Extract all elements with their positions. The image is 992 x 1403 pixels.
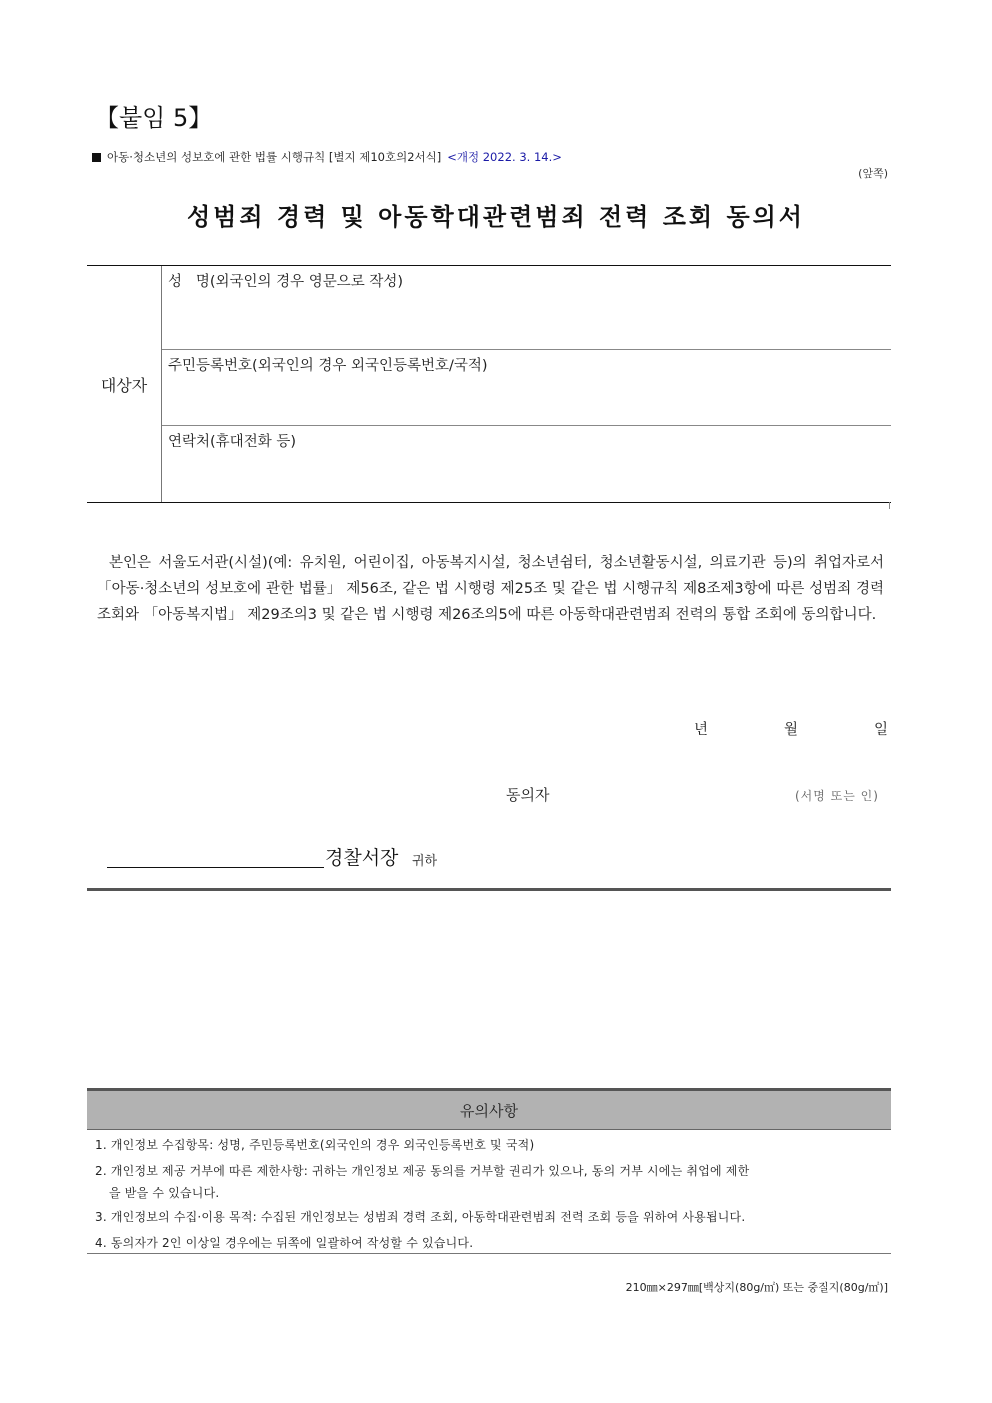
name-field-value[interactable]: [168, 291, 891, 331]
law-reference-line: [92, 149, 562, 165]
subject-table: [87, 265, 891, 503]
attachment-title: 【붙임 5】: [95, 104, 213, 132]
notes-list: [95, 1134, 890, 1254]
signature-hint: (서명 또는 인): [795, 789, 879, 803]
resident-number-field-label: 주민등록번호(외국인의 경우 외국인등록번호/국적): [168, 358, 488, 374]
note-item: [95, 1160, 890, 1204]
paper-spec: 210㎜×297㎜[백상지(80g/㎡) 또는 중질지(80g/㎡)]: [625, 1281, 888, 1294]
law-reference: 아동·청소년의 성보호에 관한 법률 시행규칙 [별지 제10호의2서식]: [107, 150, 442, 164]
resident-number-field[interactable]: [162, 350, 891, 426]
name-field-label: 성 명(외국인의 경우 영문으로 작성): [168, 274, 404, 290]
contact-field[interactable]: [162, 426, 891, 504]
subject-row-label: 대상자: [87, 266, 162, 502]
page-side-label: (앞쪽): [858, 167, 888, 180]
resident-number-field-value[interactable]: [168, 375, 891, 415]
consenter-label: 동의자: [506, 786, 550, 804]
date-year-label: 년: [694, 722, 709, 738]
note-item-text: 2. 개인정보 제공 거부에 따른 제한사항: 귀하는 개인정보 제공 동의를 거부할 권리가 있으나, 동의 거부 시에는 취업에 제한: [95, 1164, 750, 1178]
police-station-blank[interactable]: [107, 867, 324, 868]
note-item: 1. 개인정보 수집항목: 성명, 주민등록번호(외국인의 경우 외국인등록번호 및 국적): [95, 1138, 535, 1152]
note-item-continuation: 을 받을 수 있습니다.: [109, 1186, 220, 1200]
consent-statement: 본인은 서울도서관(시설)(예: 유치원, 어린이집, 아동복지시설, 청소년쉼터, 청소년활동시설, 의료기관 등)의 취업자로서 「아동·청소년의 성보호에 관한 법률」 제56조, 같은 법 시행령 제25조 및 같은 법 시행규칙 제8조제3항에 따른 성범죄 경력 조회와 「아동복지법」 제29조의3 및 같은 법 시행령 제26조의5에 따른 아동학대관련범죄 전력의 통합 조회에 동의합니다.: [97, 555, 884, 623]
date-month-label: 월: [784, 722, 799, 738]
document-title: 성범죄 경력 및 아동학대관련범죄 전력 조회 동의서: [187, 203, 805, 231]
notes-bottom-rule: [87, 1253, 891, 1254]
table-corner-tick: [889, 502, 890, 509]
note-item: 4. 동의자가 2인 이상일 경우에는 뒤쪽에 일괄하여 작성할 수 있습니다.: [95, 1236, 474, 1250]
note-item: 3. 개인정보의 수집·이용 목적: 수집된 개인정보는 성범죄 경력 조회, 아동학대관련범죄 전력 조회 등을 위하여 사용됩니다.: [95, 1210, 746, 1224]
section-divider: [87, 888, 891, 891]
revision-date: <개정 2022. 3. 14.>: [447, 150, 562, 164]
black-square-icon: [92, 153, 101, 162]
contact-field-value[interactable]: [168, 451, 891, 491]
police-chief-title: 경찰서장: [325, 847, 399, 869]
notes-header: 유의사항: [87, 1088, 891, 1130]
date-day-label: 일: [874, 722, 889, 738]
name-field[interactable]: [162, 266, 891, 350]
recipient-suffix: 귀하: [412, 854, 438, 869]
contact-field-label: 연락처(휴대전화 등): [168, 434, 296, 450]
